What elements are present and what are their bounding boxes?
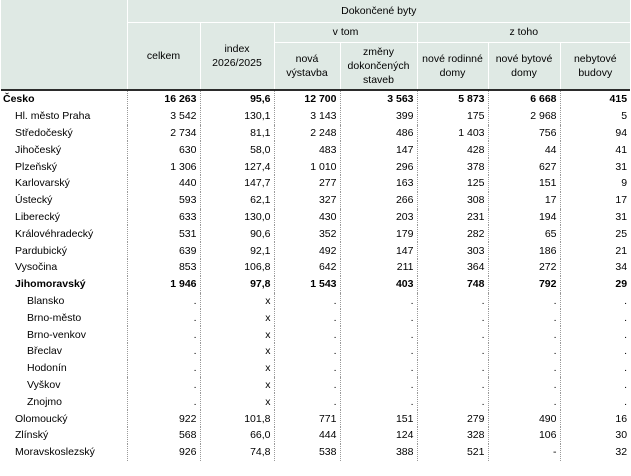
row-label: Liberecký xyxy=(15,210,60,223)
table-row xyxy=(1,242,630,259)
zmeny-cell: 486 xyxy=(340,125,417,142)
bytove-cell: 186 xyxy=(488,242,560,259)
zmeny-cell: 3 563 xyxy=(340,90,417,108)
bytove-cell: 792 xyxy=(488,276,560,293)
index-cell: 62,1 xyxy=(200,192,274,209)
nebytove-cell: 5 xyxy=(560,108,630,125)
zmeny-cell: 266 xyxy=(340,192,417,209)
row-label: Blansko xyxy=(27,294,65,307)
row-label: Brno-venkov xyxy=(27,328,86,341)
index-cell: x xyxy=(200,326,274,343)
row-label: Jihomoravský xyxy=(15,278,86,291)
rodinne-cell: 5 873 xyxy=(417,90,488,108)
rodinne-cell: 282 xyxy=(417,225,488,242)
nova-cell: . xyxy=(274,326,340,343)
celkem-cell: 639 xyxy=(127,242,200,259)
index-cell: 130,0 xyxy=(200,209,274,226)
nebytove-cell: 94 xyxy=(560,125,630,142)
index-cell: 90,6 xyxy=(200,225,274,242)
bytove-cell: 2 968 xyxy=(488,108,560,125)
table-row xyxy=(1,125,630,142)
zmeny-cell: . xyxy=(340,326,417,343)
row-label: Středočeský xyxy=(15,126,73,139)
celkem-cell: 531 xyxy=(127,225,200,242)
rodinne-cell: 308 xyxy=(417,192,488,209)
celkem-header: celkem xyxy=(127,22,200,90)
index-cell: 127,4 xyxy=(200,158,274,175)
row-label: Hl. město Praha xyxy=(15,110,91,123)
nova-cell: 12 700 xyxy=(274,90,340,108)
rodinne-cell: . xyxy=(417,309,488,326)
row-label: Pardubický xyxy=(15,244,67,257)
index-cell: 97,8 xyxy=(200,276,274,293)
celkem-cell: . xyxy=(127,360,200,377)
rodinne-cell: 125 xyxy=(417,175,488,192)
zmeny-cell: 388 xyxy=(340,444,417,461)
nova-vystavba-header: nová výstavba xyxy=(274,42,340,90)
index-cell: 106,8 xyxy=(200,259,274,276)
zmeny-cell: 211 xyxy=(340,259,417,276)
nebytove-cell: 21 xyxy=(560,242,630,259)
nova-cell: . xyxy=(274,360,340,377)
rodinne-cell: 428 xyxy=(417,141,488,158)
index-cell: 95,6 xyxy=(200,90,274,108)
nebytove-cell: . xyxy=(560,360,630,377)
row-label: Ústecký xyxy=(15,194,53,207)
nebytove-cell: 415 xyxy=(560,90,630,108)
table-row xyxy=(1,427,630,444)
zmeny-cell: 147 xyxy=(340,141,417,158)
zmeny-cell: 203 xyxy=(340,209,417,226)
nebytove-cell: 17 xyxy=(560,192,630,209)
index-cell: x xyxy=(200,393,274,410)
index-cell: 74,8 xyxy=(200,444,274,461)
bytove-cell: . xyxy=(488,293,560,310)
table-row xyxy=(1,393,630,410)
row-label: Česko xyxy=(1,90,127,108)
nova-cell: . xyxy=(274,393,340,410)
zmeny-cell: . xyxy=(340,393,417,410)
bytove-cell: . xyxy=(488,309,560,326)
zmeny-cell: . xyxy=(340,309,417,326)
table-row xyxy=(1,444,630,461)
bytove-cell: 106 xyxy=(488,427,560,444)
nebytove-cell: 29 xyxy=(560,276,630,293)
zmeny-cell: 124 xyxy=(340,427,417,444)
zmeny-cell: 163 xyxy=(340,175,417,192)
bytove-cell: 151 xyxy=(488,175,560,192)
row-label: Břeclav xyxy=(27,345,63,358)
celkem-cell: 2 734 xyxy=(127,125,200,142)
celkem-cell: 3 542 xyxy=(127,108,200,125)
zmeny-cell: . xyxy=(340,377,417,394)
celkem-cell: 630 xyxy=(127,141,200,158)
nebytove-cell: 41 xyxy=(560,141,630,158)
bytove-cell: - xyxy=(488,444,560,461)
nebytove-cell: . xyxy=(560,393,630,410)
nova-cell: . xyxy=(274,293,340,310)
zmeny-cell: 399 xyxy=(340,108,417,125)
celkem-cell: . xyxy=(127,309,200,326)
table-row xyxy=(1,410,630,427)
celkem-cell: 1 946 xyxy=(127,276,200,293)
zmeny-cell: . xyxy=(340,293,417,310)
table-row xyxy=(1,108,630,125)
nova-cell: . xyxy=(274,377,340,394)
z-toho-header: z toho xyxy=(417,22,630,42)
row-label: Olomoucký xyxy=(15,412,68,425)
nova-cell: 277 xyxy=(274,175,340,192)
bytove-cell: 17 xyxy=(488,192,560,209)
row-label: Brno-město xyxy=(27,311,82,324)
nova-cell: 1 543 xyxy=(274,276,340,293)
celkem-cell: . xyxy=(127,343,200,360)
zmeny-header: změny dokončených staveb xyxy=(340,42,417,90)
nova-cell: 3 143 xyxy=(274,108,340,125)
bytove-cell: 6 668 xyxy=(488,90,560,108)
nebytove-cell: 9 xyxy=(560,175,630,192)
table-row xyxy=(1,259,630,276)
index-cell: x xyxy=(200,343,274,360)
rodinne-cell: 364 xyxy=(417,259,488,276)
row-label: Zlínský xyxy=(15,429,49,442)
rodinne-cell: 328 xyxy=(417,427,488,444)
zmeny-cell: 151 xyxy=(340,410,417,427)
nebytove-cell: 34 xyxy=(560,259,630,276)
index-cell: x xyxy=(200,377,274,394)
rodinne-cell: 1 403 xyxy=(417,125,488,142)
nova-cell: 430 xyxy=(274,209,340,226)
rodinne-cell: 748 xyxy=(417,276,488,293)
celkem-cell: 593 xyxy=(127,192,200,209)
row-label: Královéhradecký xyxy=(15,227,94,240)
zmeny-cell: 296 xyxy=(340,158,417,175)
celkem-cell: 440 xyxy=(127,175,200,192)
zmeny-cell: . xyxy=(340,360,417,377)
table-row xyxy=(1,326,630,343)
table-row xyxy=(1,175,630,192)
index-cell: 101,8 xyxy=(200,410,274,427)
celkem-cell: 568 xyxy=(127,427,200,444)
nebytove-cell: . xyxy=(560,377,630,394)
table-row xyxy=(1,343,630,360)
bytove-cell: 65 xyxy=(488,225,560,242)
v-tom-header: v tom xyxy=(274,22,417,42)
table-row xyxy=(1,192,630,209)
bytove-cell: . xyxy=(488,393,560,410)
index-header: index 2026/2025 xyxy=(200,22,274,90)
index-cell: 130,1 xyxy=(200,108,274,125)
row-label: Karlovarský xyxy=(15,177,70,190)
row-label: Vyškov xyxy=(27,378,61,391)
row-label: Znojmo xyxy=(27,395,63,408)
table-row xyxy=(1,225,630,242)
nebytove-cell: 30 xyxy=(560,427,630,444)
rodinne-domy-header: nové rodinné domy xyxy=(417,42,488,90)
table-row xyxy=(1,276,630,293)
celkem-cell: 922 xyxy=(127,410,200,427)
nebytove-cell: 31 xyxy=(560,158,630,175)
bytove-cell: 490 xyxy=(488,410,560,427)
nebytove-cell: 31 xyxy=(560,209,630,226)
celkem-cell: . xyxy=(127,293,200,310)
bytove-cell: 627 xyxy=(488,158,560,175)
rodinne-cell: . xyxy=(417,293,488,310)
celkem-cell: 1 306 xyxy=(127,158,200,175)
row-label: Plzeňský xyxy=(15,160,58,173)
nebytove-cell: . xyxy=(560,293,630,310)
rodinne-cell: . xyxy=(417,326,488,343)
nova-cell: 1 010 xyxy=(274,158,340,175)
table-row xyxy=(1,293,630,310)
bytove-cell: 44 xyxy=(488,141,560,158)
celkem-cell: . xyxy=(127,326,200,343)
bytove-cell: . xyxy=(488,377,560,394)
table-row xyxy=(1,158,630,175)
nebytove-cell: . xyxy=(560,343,630,360)
index-cell: 92,1 xyxy=(200,242,274,259)
nova-cell: 352 xyxy=(274,225,340,242)
rodinne-cell: 521 xyxy=(417,444,488,461)
celkem-cell: . xyxy=(127,377,200,394)
table-row xyxy=(1,209,630,226)
index-cell: 66,0 xyxy=(200,427,274,444)
bytove-cell: 272 xyxy=(488,259,560,276)
index-cell: x xyxy=(200,293,274,310)
table-body xyxy=(1,90,630,461)
rodinne-cell: . xyxy=(417,360,488,377)
bytove-cell: . xyxy=(488,360,560,377)
rodinne-cell: 175 xyxy=(417,108,488,125)
group-title-header: Dokončené byty xyxy=(127,0,630,22)
nova-cell: 327 xyxy=(274,192,340,209)
row-label: Jihočeský xyxy=(15,143,62,156)
index-cell: 58,0 xyxy=(200,141,274,158)
row-label: Vysočina xyxy=(15,261,58,274)
zmeny-cell: 179 xyxy=(340,225,417,242)
rodinne-cell: . xyxy=(417,343,488,360)
celkem-cell: 853 xyxy=(127,259,200,276)
table-row xyxy=(1,141,630,158)
nova-cell: 2 248 xyxy=(274,125,340,142)
bytove-cell: 194 xyxy=(488,209,560,226)
table-row xyxy=(1,377,630,394)
index-cell: 81,1 xyxy=(200,125,274,142)
celkem-cell: . xyxy=(127,393,200,410)
nova-cell: 492 xyxy=(274,242,340,259)
nebytove-budovy-header: nebytové budovy xyxy=(560,42,630,90)
zmeny-cell: . xyxy=(340,343,417,360)
bytove-cell: . xyxy=(488,326,560,343)
rodinne-cell: 231 xyxy=(417,209,488,226)
index-cell: x xyxy=(200,360,274,377)
index-cell: x xyxy=(200,309,274,326)
table-row xyxy=(1,360,630,377)
nebytove-cell: 25 xyxy=(560,225,630,242)
housing-table xyxy=(1,0,630,461)
table-header xyxy=(1,0,630,90)
zmeny-cell: 147 xyxy=(340,242,417,259)
nova-cell: 483 xyxy=(274,141,340,158)
celkem-cell: 16 263 xyxy=(127,90,200,108)
bytove-cell: 756 xyxy=(488,125,560,142)
rodinne-cell: . xyxy=(417,377,488,394)
table-row xyxy=(1,90,630,108)
celkem-cell: 633 xyxy=(127,209,200,226)
nova-cell: . xyxy=(274,309,340,326)
table-row xyxy=(1,309,630,326)
nebytove-cell: 32 xyxy=(560,444,630,461)
nova-cell: 642 xyxy=(274,259,340,276)
row-label: Hodonín xyxy=(27,362,67,375)
rodinne-cell: 279 xyxy=(417,410,488,427)
nova-cell: 444 xyxy=(274,427,340,444)
zmeny-cell: 403 xyxy=(340,276,417,293)
row-label: Moravskoslezský xyxy=(15,446,95,459)
rodinne-cell: 378 xyxy=(417,158,488,175)
nebytove-cell: . xyxy=(560,309,630,326)
nova-cell: 771 xyxy=(274,410,340,427)
bytove-cell: . xyxy=(488,343,560,360)
bytove-domy-header: nové bytové domy xyxy=(488,42,560,90)
nova-cell: . xyxy=(274,343,340,360)
nova-cell: 538 xyxy=(274,444,340,461)
index-cell: 147,7 xyxy=(200,175,274,192)
stub-header xyxy=(1,0,127,90)
rodinne-cell: . xyxy=(417,393,488,410)
celkem-cell: 926 xyxy=(127,444,200,461)
nebytove-cell: 16 xyxy=(560,410,630,427)
rodinne-cell: 303 xyxy=(417,242,488,259)
nebytove-cell: . xyxy=(560,326,630,343)
